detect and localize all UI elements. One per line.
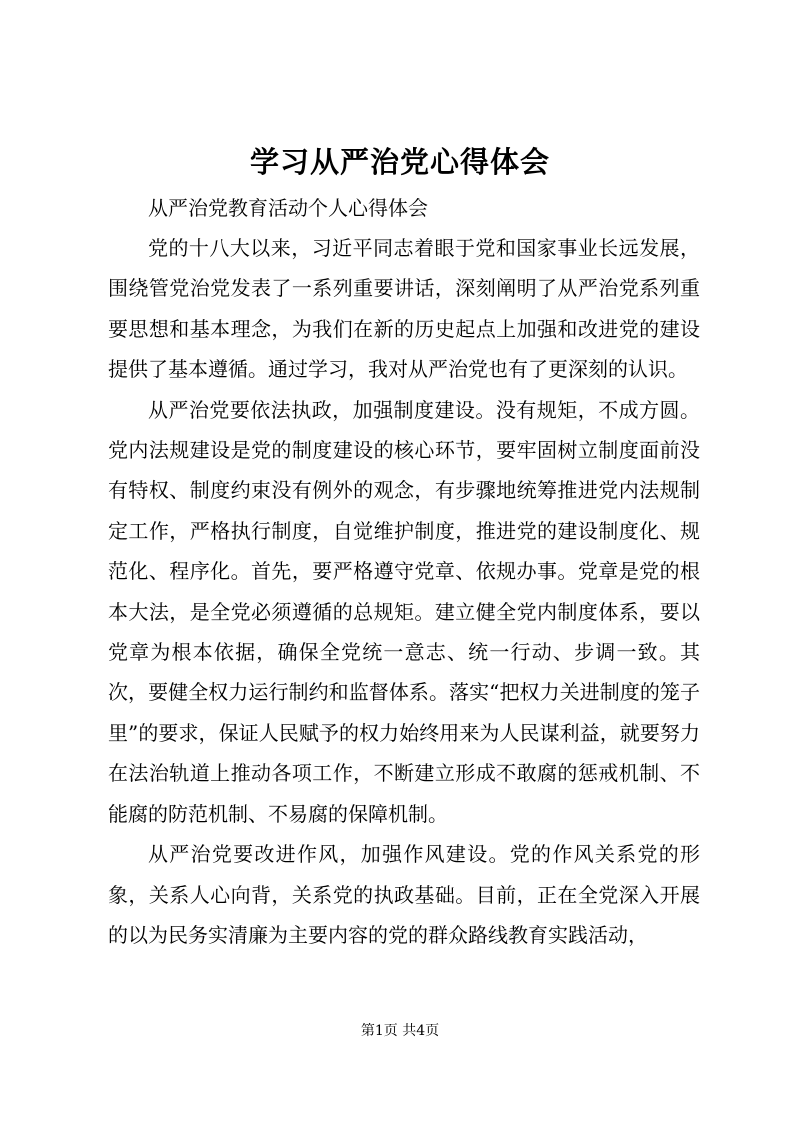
document-title: 学习从严治党心得体会 xyxy=(249,145,550,179)
paragraph: 党的十八大以来，习近平同志着眼于党和国家事业长远发展，围绕管党治党发表了一系列重要讲话，深刻阐明了从严治党系列重要思想和基本理念，为我们在新的历史起点上加强和改进党的建设提供了基本遵循。通过学习，我对从严治党也有了更深刻的认识。 xyxy=(108,236,700,382)
document-subtitle: 从严治党教育活动个人心得体会 xyxy=(148,196,428,220)
paragraph: 从严治党要依法执政，加强制度建设。没有规矩，不成方圆。党内法规建设是党的制度建设的核心环节，要牢固树立制度面前没有特权、制度约束没有例外的观念，有步骤地统筹推进党内法规制定工作，严格执行制度，自觉维护制度，推进党的建设制度化、规范化、程序化。首先，要严格遵守党章、依规办事。党章是党的根本大法，是全党必须遵循的总规矩。建立健全党内制度体系，要以党章为根本依据，确保全党统一意志、统一行动、步调一致。其次，要健全权力运行制约和监督体系。落实“把权力关进制度的笼子里”的要求，保证人民赋予的权力始终用来为人民谋利益，就要努力在法治轨道上推动各项工作，不断建立形成不敢腐的惩戒机制、不能腐的防范机制、不易腐的保障机制。 xyxy=(108,397,700,826)
paragraph: 从严治党要改进作风，加强作风建设。党的作风关系党的形象，关系人心向背，关系党的执政基础。目前，正在全党深入开展的以为民务实清廉为主要内容的党的群众路线教育实践活动， xyxy=(108,842,700,947)
page-number-footer: 第1页 共4页 xyxy=(360,1023,440,1039)
document-body xyxy=(108,228,700,955)
